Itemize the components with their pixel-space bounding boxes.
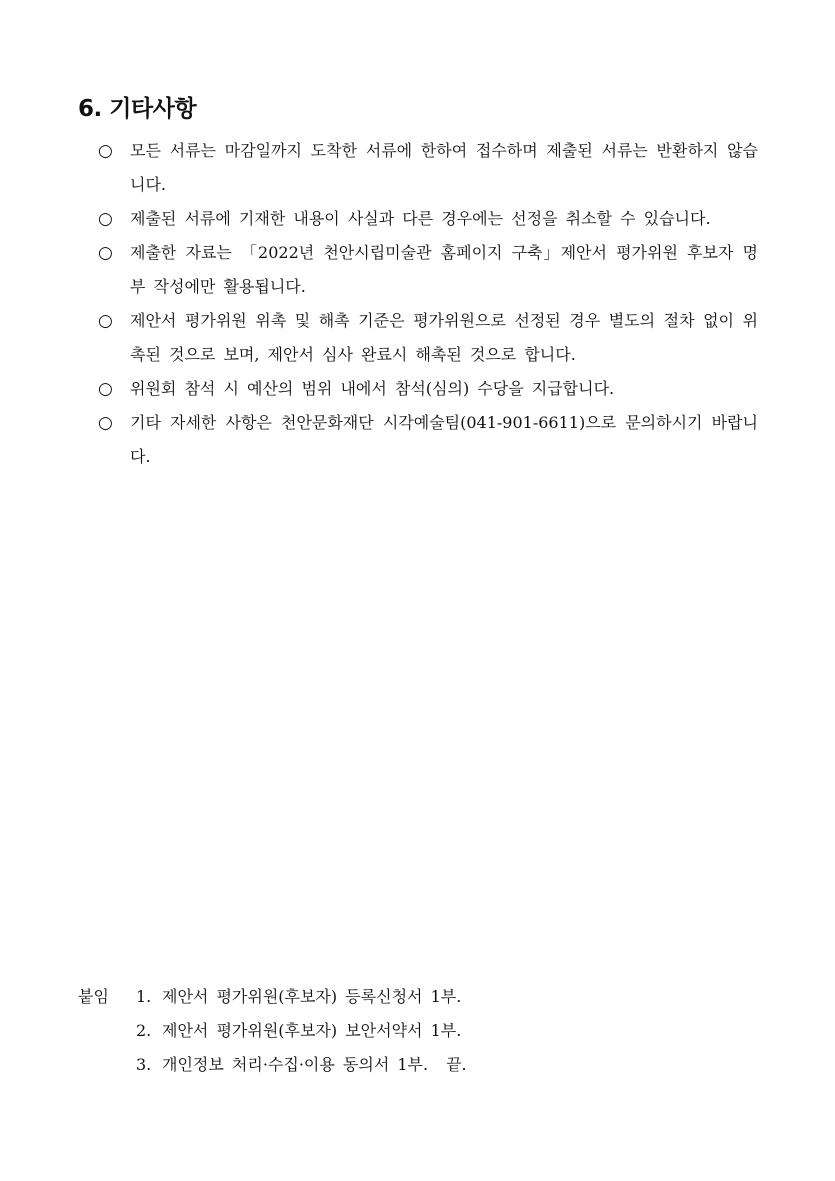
note-text: 제안서 평가위원 위촉 및 해촉 기준은 평가위원으로 선정된 경우 별도의 절차 없이 위촉된 것으로 보며, 제안서 심사 완료시 해촉된 것으로 합니다. xyxy=(130,311,758,364)
circle-bullet-icon: ○ xyxy=(98,311,113,331)
note-text: 제출한 자료는 「2022년 천안시립미술관 홈페이지 구축」제안서 평가위원 후보자 명부 작성에만 활용됩니다. xyxy=(130,243,758,296)
circle-bullet-icon: ○ xyxy=(98,379,113,399)
attachment-text: 제안서 평가위원(후보자) 등록신청서 1부. xyxy=(162,987,462,1006)
section-heading: 6. 기타사항 xyxy=(78,96,197,122)
note-item xyxy=(98,406,758,474)
attachments-label: 붙임 xyxy=(78,987,109,1006)
note-item xyxy=(98,202,758,236)
circle-bullet-icon: ○ xyxy=(98,243,113,263)
note-item xyxy=(98,372,758,406)
attachment-number: 2. xyxy=(136,1021,152,1040)
note-text: 모든 서류는 마감일까지 도착한 서류에 한하여 접수하며 제출된 서류는 반환하지 않습니다. xyxy=(130,141,758,194)
attachment-text: 개인정보 처리·수집·이용 동의서 1부. xyxy=(162,1055,429,1074)
note-text: 위원회 참석 시 예산의 범위 내에서 참석(심의) 수당을 지급합니다. xyxy=(130,379,615,398)
note-item xyxy=(98,304,758,372)
attachments-list xyxy=(136,980,636,1082)
circle-bullet-icon: ○ xyxy=(98,209,113,229)
note-text: 제출된 서류에 기재한 내용이 사실과 다른 경우에는 선정을 취소할 수 있습니다. xyxy=(130,209,711,228)
attachment-item xyxy=(136,1014,636,1048)
attachment-item xyxy=(136,1048,636,1082)
attachment-number: 1. xyxy=(136,987,152,1006)
attachment-item xyxy=(136,980,636,1014)
attachment-text: 제안서 평가위원(후보자) 보안서약서 1부. xyxy=(162,1021,462,1040)
circle-bullet-icon: ○ xyxy=(98,413,113,433)
note-item xyxy=(98,236,758,304)
attachment-number: 3. xyxy=(136,1055,152,1074)
circle-bullet-icon: ○ xyxy=(98,141,113,161)
note-item xyxy=(98,134,758,202)
end-mark: 끝. xyxy=(446,1055,467,1074)
notes-list xyxy=(98,134,758,474)
note-text: 기타 자세한 사항은 천안문화재단 시각예술팀(041-901-6611)으로 문의하시기 바랍니다. xyxy=(130,413,758,466)
